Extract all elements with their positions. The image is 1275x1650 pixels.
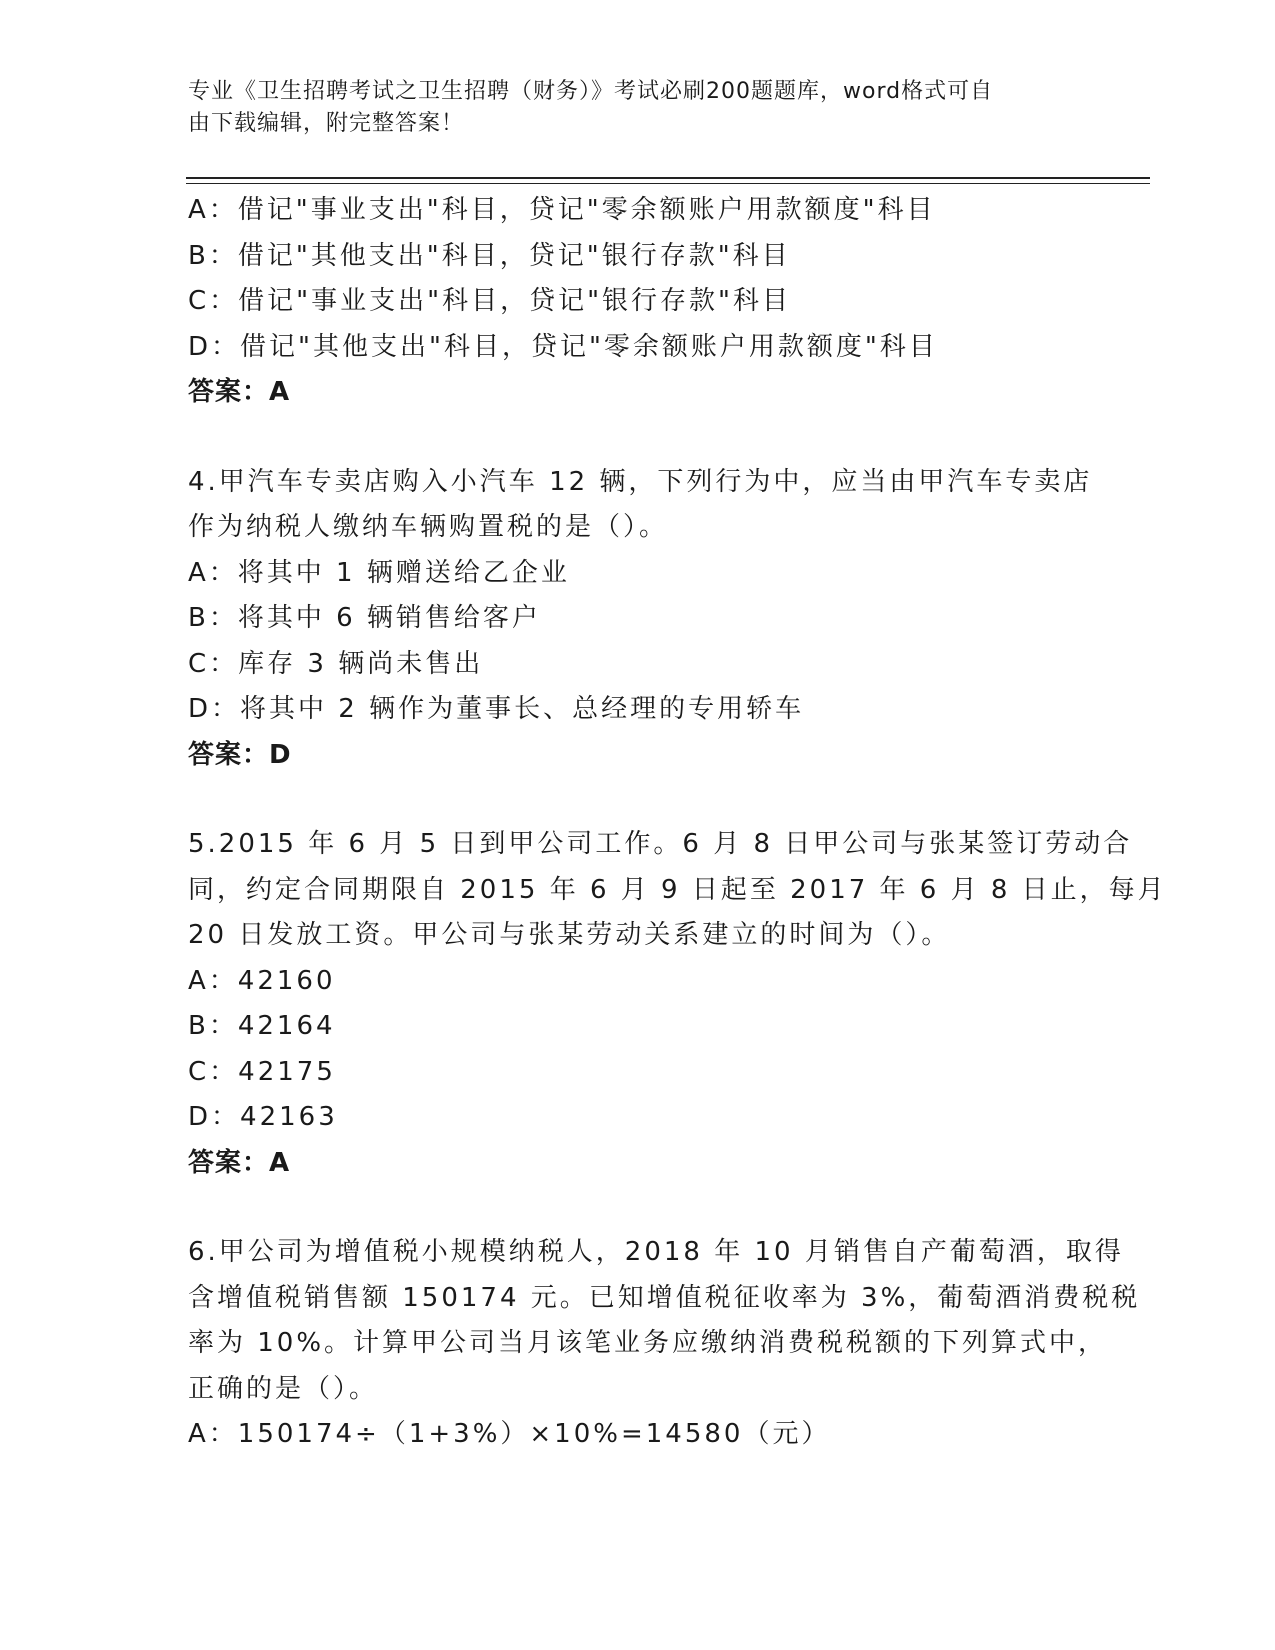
question-text: 率为 10%。计算甲公司当月该笔业务应缴纳消费税税额的下列算式中， (188, 1328, 1108, 1358)
question-list (188, 188, 1167, 1458)
question-5 (188, 822, 1167, 1186)
option-d: D：将其中 2 辆作为董事长、总经理的专用轿车 (188, 694, 805, 724)
answer: 答案：A (188, 377, 291, 407)
question-text: 含增值税销售额 150174 元。已知增值税征收率为 3%，葡萄酒消费税税 (188, 1282, 1141, 1313)
option-a: A：150174÷（1+3%）×10%=14580（元） (188, 1419, 831, 1449)
option-b: B：将其中 6 辆销售给客户 (188, 603, 541, 633)
option-a: A：42160 (188, 965, 336, 996)
header-line-2: 由下载编辑，附完整答案！ (188, 111, 465, 136)
header-divider-thin (186, 183, 1150, 184)
answer: 答案：A (188, 1147, 291, 1178)
question-text: 5.2015 年 6 月 5 日到甲公司工作。6 月 8 日甲公司与张某签订劳动合 (188, 829, 1133, 859)
question-4 (188, 460, 1093, 779)
option-b: B：借记"其他支出"科目，贷记"银行存款"科目 (188, 240, 791, 271)
option-b: B：42164 (188, 1011, 336, 1041)
question-6 (188, 1230, 1141, 1458)
question-text: 4.甲汽车专卖店购入小汽车 12 辆，下列行为中，应当由甲汽车专卖店 (188, 466, 1093, 497)
option-d: D：42163 (188, 1102, 338, 1132)
option-d: D：借记"其他支出"科目，贷记"零余额账户用款额度"科目 (188, 331, 938, 362)
question-text: 同，约定合同期限自 2015 年 6 月 9 日起至 2017 年 6 月 8 日止，每月 (188, 874, 1167, 905)
header-divider (186, 177, 1150, 179)
document-header (188, 76, 1068, 140)
option-a: A：将其中 1 辆赠送给乙企业 (188, 557, 570, 588)
question-text: 6.甲公司为增值税小规模纳税人，2018 年 10 月销售自产葡萄酒，取得 (188, 1237, 1124, 1267)
question-text: 20 日发放工资。甲公司与张某劳动关系建立的时间为（）。 (188, 920, 951, 950)
question-text: 正确的是（）。 (188, 1373, 379, 1404)
header-line-1: 专业《卫生招聘考试之卫生招聘（财务）》考试必刷200题题库，word格式可自 (188, 79, 994, 104)
question-text: 作为纳税人缴纳车辆购置税的是（）。 (188, 512, 669, 542)
option-c: C：借记"事业支出"科目，贷记"银行存款"科目 (188, 286, 791, 316)
answer: 答案：D (188, 739, 292, 770)
option-a: A：借记"事业支出"科目，贷记"零余额账户用款额度"科目 (188, 195, 936, 225)
option-c: C：库存 3 辆尚未售出 (188, 648, 484, 679)
option-c: C：42175 (188, 1056, 336, 1087)
question-3 (188, 188, 1088, 416)
